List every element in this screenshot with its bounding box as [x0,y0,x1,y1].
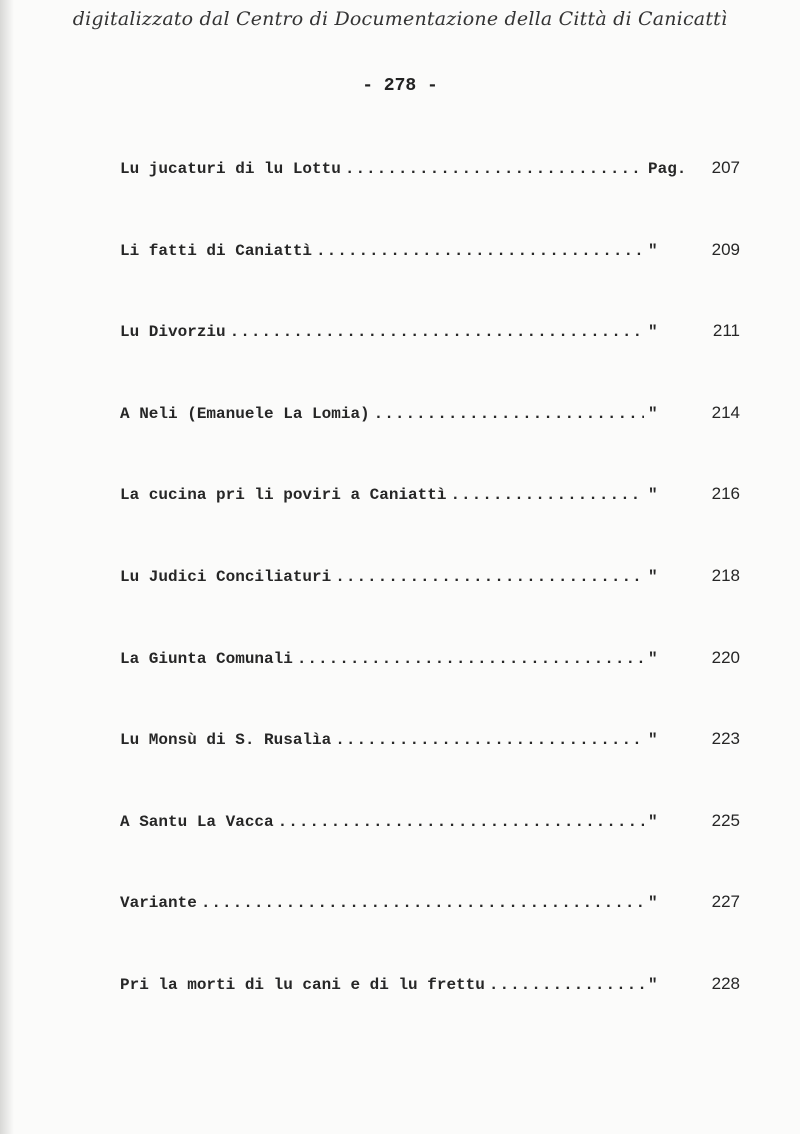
toc-entry [120,158,740,240]
toc-page-marker: " [648,241,658,260]
toc-entry-title: La Giunta Comunali [120,649,293,668]
toc-dot-leader [489,976,644,994]
page-number: - 278 - [362,76,438,96]
toc-page-marker: " [648,567,658,586]
toc-entry-page: 207 [711,158,740,177]
toc-dot-leader [345,160,644,178]
toc-entry [120,729,740,811]
toc-entry-title: Lu jucaturi di lu Lottu [120,160,341,178]
toc-entry [120,974,740,1056]
toc-page-marker: " [648,812,658,831]
toc-entry-page: 220 [711,647,740,667]
toc-entry-title: Li fatti di Caniattì [120,241,313,260]
toc-entry-title: Variante [120,894,197,913]
toc-dot-leader [201,894,644,912]
toc-entry [120,321,740,403]
toc-entry-title: A Santu La Vacca [120,812,274,831]
toc-entry-page: 211 [712,321,740,341]
toc-dot-leader [374,405,644,423]
toc-entry [120,811,740,893]
toc-entry-title: Lu Monsù di S. Rusalìa [120,731,332,750]
toc-page-marker: " [648,404,658,423]
toc-page-marker: " [648,975,658,994]
toc-dot-leader [278,813,644,831]
toc-page-marker: " [648,486,658,505]
toc-dot-leader [450,486,644,504]
toc-page-marker: " [648,894,658,913]
toc-entry-title: Lu Divorziu [120,323,226,342]
toc-entry-page: 225 [711,810,740,830]
toc-entry-page: 228 [711,973,740,993]
toc-entry-page: 227 [711,892,740,912]
toc-entry-page: 223 [711,729,740,749]
toc-entry-title: Pri la morti di lu cani e di lu frettu [120,975,485,994]
toc-entry [120,566,740,648]
toc-page-marker: Pag. [648,160,687,178]
toc-entry [120,648,740,730]
toc-entry-page: 209 [711,239,740,259]
toc-dot-leader [316,242,644,260]
toc-entry [120,892,740,974]
page-edge-shadow [0,0,14,1134]
toc-dot-leader [230,323,644,341]
toc-entry-page: 218 [711,565,740,585]
toc-dot-leader [297,650,644,668]
toc-entry-title: A Neli (Emanuele La Lomia) [120,404,370,423]
toc-page-marker: " [648,731,658,750]
toc-entry-page: 214 [711,402,740,422]
table-of-contents [120,158,740,1056]
toc-entry [120,403,740,485]
toc-entry [120,240,740,322]
toc-dot-leader [335,568,644,586]
toc-page-marker: " [648,649,658,668]
toc-entry-title: Lu Judici Conciliaturi [120,567,332,586]
toc-entry [120,484,740,566]
toc-page-marker: " [648,323,658,342]
digitization-watermark: digitalizzato dal Centro di Documentazione della Città di Canicattì [72,8,728,30]
toc-entry-page: 216 [711,484,740,504]
toc-dot-leader [335,731,644,749]
toc-entry-title: La cucina pri li poviri a Caniattì [120,486,447,505]
